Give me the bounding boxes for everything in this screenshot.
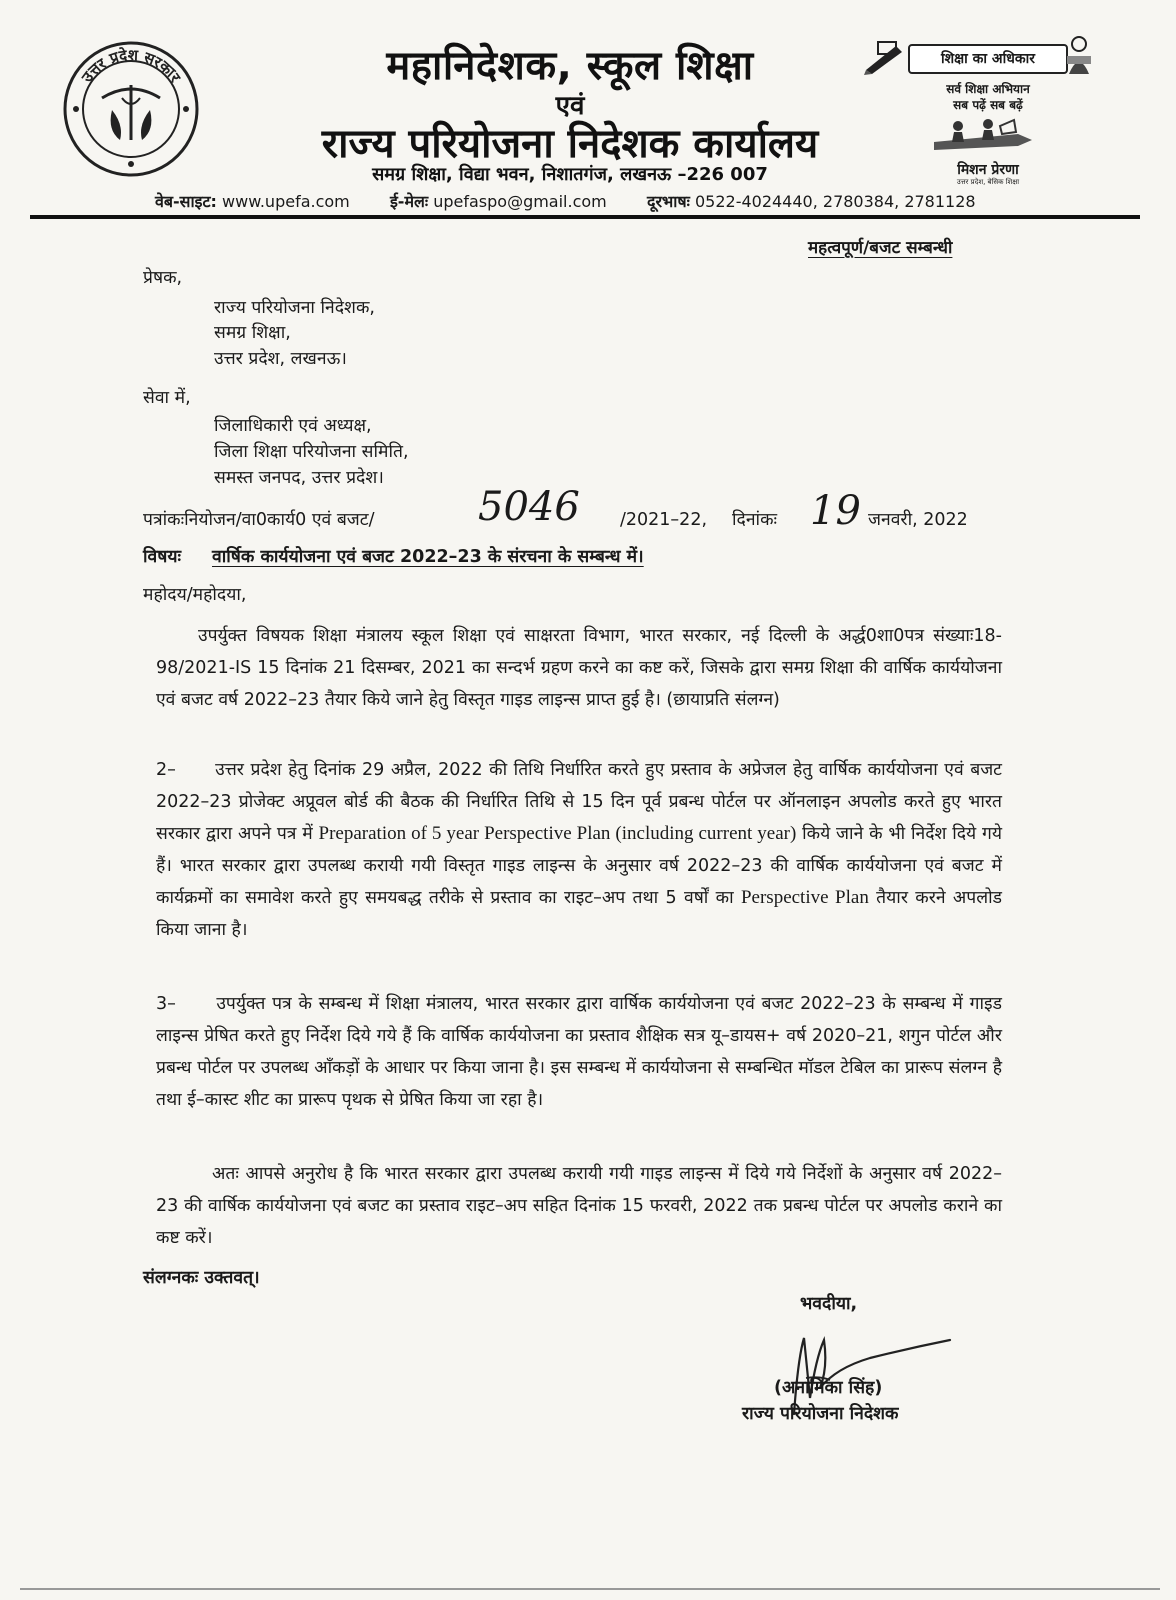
letterhead-divider [30,215,1140,219]
paragraph-3-number: 3– [156,994,176,1014]
up-government-seal-icon [62,40,200,178]
office-title-line2: राज्य परियोजना निदेशक कार्यालय [321,121,819,167]
letter-category: महत्वपूर्ण/बजट सम्बन्धी [808,238,953,258]
svg-text:उत्तर प्रदेश सरकार [77,46,185,87]
office-title-and: एवं [555,91,585,121]
phone-label: दूरभाषः [646,192,690,211]
paragraph-1: उपर्युक्त विषयक शिक्षा मंत्रालय स्कूल शिक्षा एवं साक्षरता विभाग, भारत सरकार, नई दिल्ली के अर्द्ध0शा0पत्र संख्याः18-98/2021-IS 15 दिनांक 21 दिसम्बर, 2021 का सन्दर्भ ग्रहण करने का कष्ट करें, जिसके द्वारा समग्र शिक्षा की वार्षिक कार्ययोजना एवं बजट वर्ष 2022–23 तैयार किये जाने हेतु विस्तृत गाइड लाइन्स प्राप्त हुई है। (छायाप्रति संलग्न) [156,626,1002,710]
paragraph-4: अतः आपसे अनुरोध है कि भारत सरकार द्वारा उपलब्ध करायी गयी गाइड लाइन्स में दिये गये निर्देशों के अनुसार वर्ष 2022–23 की वार्षिक कार्ययोजना एवं बजट का प्रस्ताव राइट–अप सहित दिनांक 15 फरवरी, 2022 तक प्रबन्ध पोर्टल पर अपलोड कराने का कष्ट करें। [156,1164,1002,1248]
recipient-label: सेवा में, [143,388,191,408]
page-bottom-edge [20,1588,1160,1590]
children-on-pencil-icon [928,112,1038,162]
rte-logo-block [858,36,1098,186]
paragraph-2 [156,754,1002,946]
paragraph-2-english-1: Preparation of 5 year Perspective Plan (including current year) [318,823,797,844]
date-label: दिनांकः [732,510,778,530]
enclosure-note: संलग्नकः उक्तवत्। [143,1268,260,1288]
rte-banner: शिक्षा का अधिकार [908,44,1068,74]
ssa-slogan: सब पढ़ें सब बढ़ें [953,98,1023,112]
paragraph-2-text-a: उत्तर प्रदेश हेतु दिनांक 29 अप्रैल, 2022 की तिथि निर्धारित करते हुए प्रस्ताव के अप्रेजल हेतु वार्षिक कार्ययोजना एवं बजट 2022–23 प्रोजेक्ट अप्रूवल बोर्ड की बैठक की निर्धारित तिथि से 15 दिन पूर्व प्रबन्ध पोर्टल पर ऑनलाइन अपलोड करते हुए भारत सरकार द्वारा अपने पत्र में [156,760,1003,844]
email-link[interactable]: upefaspo@gmail.com [433,192,607,211]
reference-number-handwritten: 5046 [478,484,580,530]
signatory-name: (अनामिका सिंह) [774,1378,883,1398]
email-label: ई-मेलः [389,192,429,211]
recipient-line: समस्त जनपद, उत्तर प्रदेश। [214,468,384,488]
recipient-line: जिला शिक्षा परियोजना समिति, [214,442,409,462]
reference-year: /2021–22, [620,510,708,530]
paragraph-2-english-2: Perspective Plan [740,887,869,908]
office-title-line1: महानिदेशक, स्कूल शिक्षा [386,43,754,89]
paragraph-2-text-c: तैयार करने अपलोड किया जाना है। [156,888,1003,940]
subject-text: वार्षिक कार्ययोजना एवं बजट 2022–23 के संरचना के सम्बन्ध में। [212,547,644,567]
pencil-book-icon [862,40,908,76]
paragraph-3-text: उपर्युक्त पत्र के सम्बन्ध में शिक्षा मंत्रालय, भारत सरकार द्वारा वार्षिक कार्ययोजना एवं बजट 2022–23 के सम्बन्ध में गाइड लाइन्स प्रेषित करते हुए निर्देश दिये गये हैं कि वार्षिक कार्ययोजना का प्रस्ताव शैक्षिक सत्र यू–डायस+ वर्ष 2020–21, शगुन पोर्टल और प्रबन्ध पोर्टल पर उपलब्ध आँकड़ों के आधार पर किया जाना है। इस सम्बन्ध में कार्ययोजना से सम्बन्धित मॉडल टेबिल का प्रारूप संलग्न है तथा ई–कास्ट शीट का प्रारूप पृथक से प्रेषित किया जा रहा है। [156,994,1002,1110]
paragraph-3 [156,988,1002,1116]
child-reading-icon [1063,36,1095,76]
signatory-title: राज्य परियोजना निदेशक [742,1404,899,1424]
sender-line: राज्य परियोजना निदेशक, [214,298,375,318]
reference-prefix: पत्रांकःनियोजन/वा0कार्य0 एवं बजट/ [143,510,375,530]
sender-line: समग्र शिक्षा, [214,323,291,343]
seal-text: उत्तर प्रदेश सरकार [77,45,185,86]
date-day-handwritten: 19 [810,488,861,534]
phone-numbers: 0522-4024440, 2780384, 2781128 [694,192,976,211]
paragraph-2-number: 2– [156,760,176,780]
office-address: समग्र शिक्षा, विद्या भवन, निशातगंज, लखनऊ –226 007 [372,164,768,185]
date-month-year: जनवरी, 2022 [868,510,968,530]
closing-phrase: भवदीया, [800,1294,858,1314]
contact-row [155,190,1015,212]
sender-label: प्रेषक, [143,268,183,288]
subject-label: विषयः [143,547,182,567]
ssa-title: सर्व शिक्षा अभियान [946,82,1030,96]
salutation: महोदय/महोदया, [143,585,247,605]
mission-prerna-subtext: उत्तर प्रदेश, बेसिक शिक्षा [956,178,1020,186]
sender-line: उत्तर प्रदेश, लखनऊ। [214,349,347,369]
recipient-line: जिलाधिकारी एवं अध्यक्ष, [214,416,372,436]
website-label: वेब-साइट: [155,192,217,211]
website-link[interactable]: www.upefa.com [222,192,350,211]
paragraph-2-text-b: किये जाने के भी निर्देश दिये गये हैं। भारत सरकार द्वारा उपलब्ध करायी गयी विस्तृत गाइड लाइन्स के अनुसार वर्ष 2022–23 की वार्षिक कार्ययोजना एवं बजट में कार्यक्रमों का समावेश करते हुए समयबद्ध तरीके से प्रस्ताव का राइट–अप तथा 5 वर्षों का [156,824,1002,908]
mission-prerna-logo-text: मिशन प्रेरणा [957,162,1019,178]
